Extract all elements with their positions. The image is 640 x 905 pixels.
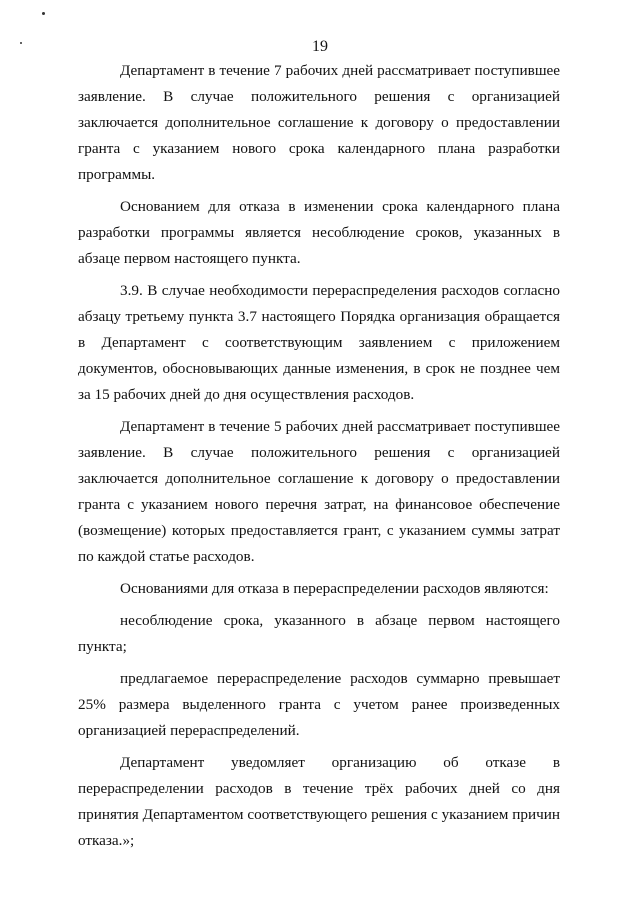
scan-speck <box>42 12 45 15</box>
text-line: заявление. В случае положительного решения с организацией <box>78 444 560 461</box>
text-line: Департамент уведомляет организацию об отказе в <box>120 754 560 771</box>
text-line: заключается дополнительное соглашение к договору о предоставлении <box>78 470 560 487</box>
text-line: Основаниями для отказа в перераспределении расходов являются: <box>120 580 549 597</box>
text-line: заявление. В случае положительного решения с организацией <box>78 88 560 105</box>
text-line: Департамент в течение 5 рабочих дней рассматривает поступившее <box>120 418 560 435</box>
text-line: в Департамент с соответствующим заявлением с приложением <box>78 334 560 351</box>
document-body <box>78 58 560 860</box>
paragraph <box>78 194 560 272</box>
text-line: организацией перераспределений. <box>78 722 300 739</box>
paragraph <box>78 608 560 660</box>
text-line: Основанием для отказа в изменении срока календарного плана <box>120 198 560 215</box>
text-line: 3.9. В случае необходимости перераспределения расходов согласно <box>120 282 560 299</box>
text-line: документов, обосновывающих данные изменения, в срок не позднее чем <box>78 360 560 377</box>
text-line: Департамент в течение 7 рабочих дней рассматривает поступившее <box>120 62 560 79</box>
text-line: по каждой статье расходов. <box>78 548 255 565</box>
text-line: за 15 рабочих дней до дня осуществления расходов. <box>78 386 415 403</box>
text-line: отказа.»; <box>78 832 135 849</box>
text-line: пункта; <box>78 638 127 655</box>
text-line: абзацу третьему пункта 3.7 настоящего Порядка организация обращается <box>78 308 560 325</box>
text-line: (возмещение) которых предоставляется грант, с указанием суммы затрат <box>78 522 560 539</box>
paragraph <box>78 414 560 570</box>
text-line: гранта с указанием нового перечня затрат, на финансовое обеспечение <box>78 496 560 513</box>
text-line: 25% размера выделенного гранта с учетом ранее произведенных <box>78 696 560 713</box>
text-line: принятия Департаментом соответствующего решения с указанием причин <box>78 806 560 823</box>
page-number: 19 <box>312 38 328 55</box>
paragraph <box>78 750 560 854</box>
text-line: программы. <box>78 166 156 183</box>
paragraph <box>78 278 560 408</box>
text-line: несоблюдение срока, указанного в абзаце первом настоящего <box>120 612 560 629</box>
text-line: перераспределении расходов в течение трёх рабочих дней со дня <box>78 780 560 797</box>
text-line: разработки программы является несоблюдение сроков, указанных в <box>78 224 560 241</box>
text-line: заключается дополнительное соглашение к договору о предоставлении <box>78 114 560 131</box>
paragraph <box>78 666 560 744</box>
text-line: предлагаемое перераспределение расходов суммарно превышает <box>120 670 560 687</box>
paragraph <box>78 576 560 602</box>
paragraph <box>78 58 560 188</box>
text-line: гранта с указанием нового срока календарного плана разработки <box>78 140 560 157</box>
text-line: абзаце первом настоящего пункта. <box>78 250 301 267</box>
